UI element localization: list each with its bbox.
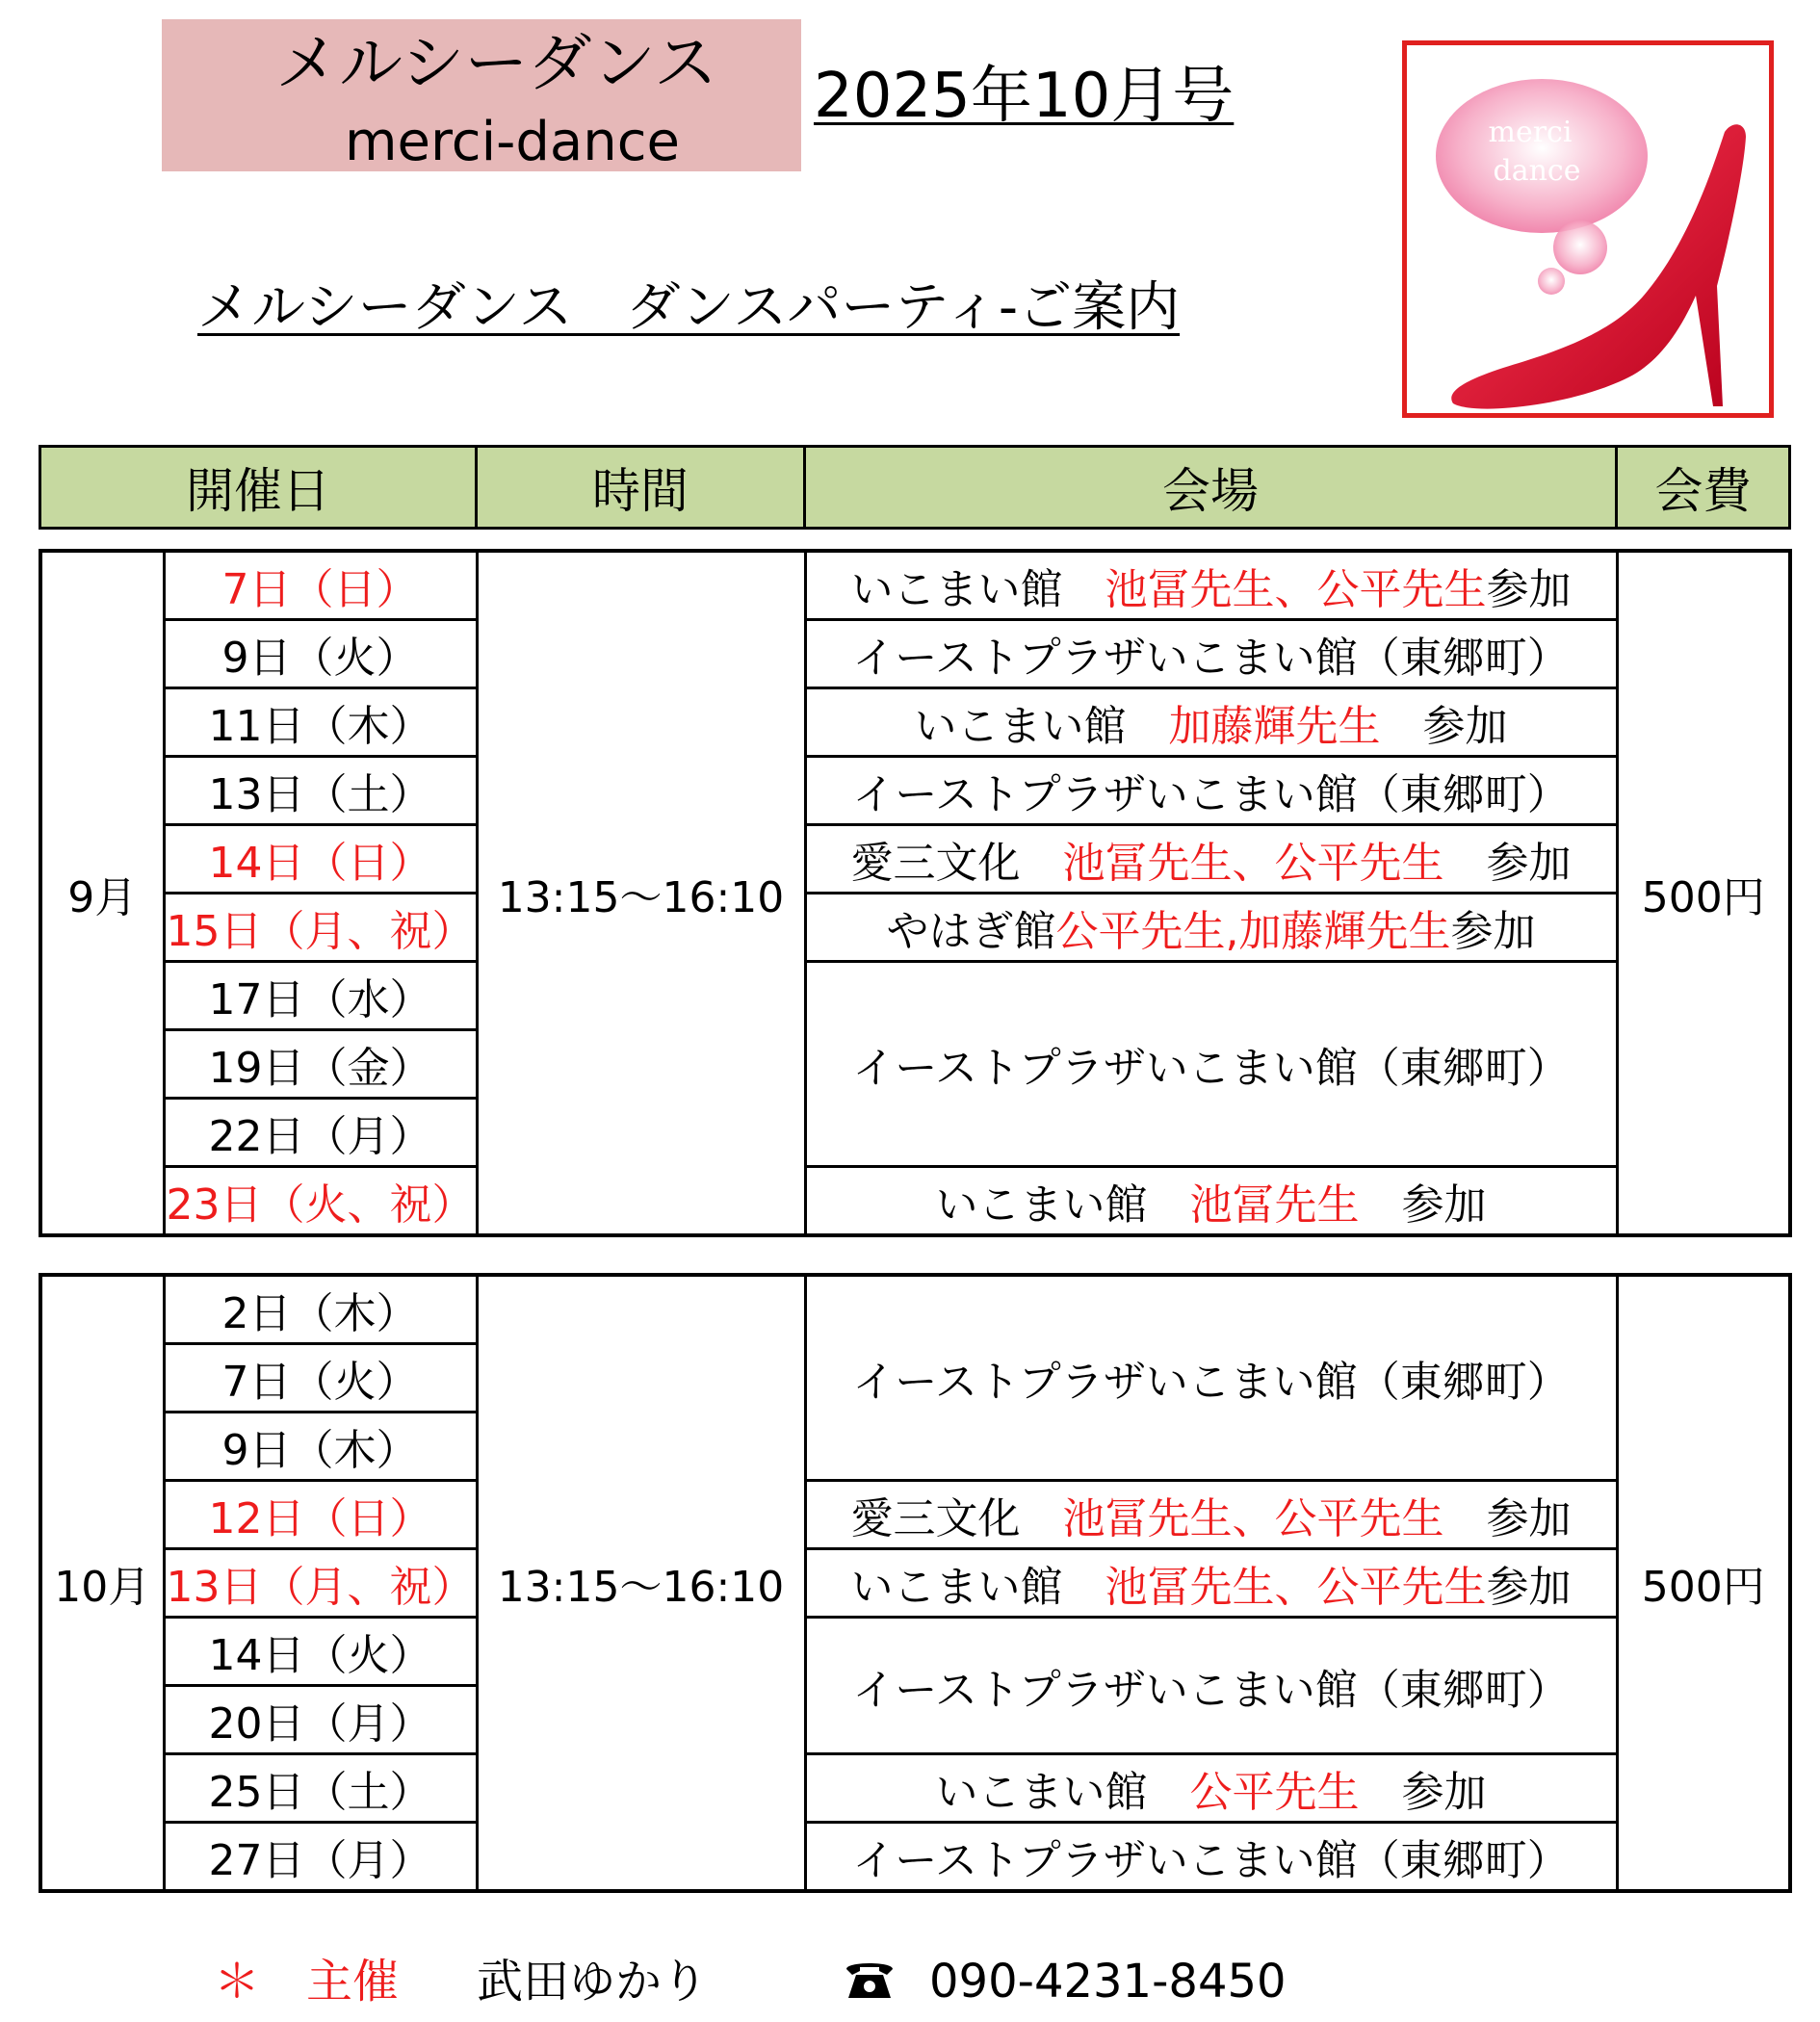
venue-participation: 参加 <box>1359 1180 1487 1230</box>
header-fee: 会費 <box>1617 447 1790 529</box>
venue-participation: 参加 <box>1359 1768 1487 1817</box>
venue-place: 愛三文化 <box>850 1494 1063 1543</box>
venue-participation: 参加 <box>1486 565 1572 614</box>
venue-cell <box>805 1823 1617 1892</box>
september-schedule <box>39 549 1792 1237</box>
venue-place: いこまい館 <box>914 702 1169 751</box>
venue-place: イーストプラザいこまい館（東郷町） <box>852 1665 1570 1715</box>
time-cell: 13:15～16:10 <box>477 1275 805 1891</box>
header-date: 開催日 <box>40 447 477 529</box>
date-cell: 11日（木） <box>164 688 477 757</box>
date-cell: 14日（火） <box>164 1618 477 1686</box>
svg-text:merci: merci <box>1488 116 1573 149</box>
date-cell: 12日（日） <box>164 1481 477 1549</box>
venue-place: いこまい館 <box>850 565 1105 614</box>
date-cell: 23日（火、祝） <box>164 1167 477 1236</box>
venue-teachers: 加藤輝先生 <box>1168 702 1381 751</box>
red-high-heel-icon <box>1407 45 1769 413</box>
venue-participation: 参加 <box>1443 839 1572 888</box>
venue-participation: 参加 <box>1486 1563 1572 1612</box>
merci-dance-logo <box>1402 40 1774 418</box>
date-cell: 17日（水） <box>164 962 477 1030</box>
venue-teachers: 池冨先生、公平先生 <box>1062 839 1444 888</box>
venue-teachers: 池冨先生、公平先生 <box>1062 1494 1444 1543</box>
venue-participation: 参加 <box>1450 907 1536 956</box>
month-label: 10月 <box>40 1275 164 1891</box>
venue-teachers: 公平先生,加藤輝先生 <box>1055 907 1451 956</box>
venue-cell <box>805 1549 1617 1618</box>
svg-text:dance: dance <box>1493 154 1581 188</box>
venue-cell <box>805 1481 1617 1549</box>
brand-banner <box>162 19 801 171</box>
date-cell: 13日（土） <box>164 757 477 825</box>
month-label: 9月 <box>40 551 164 1235</box>
venue-cell <box>805 757 1617 825</box>
venue-cell <box>805 825 1617 894</box>
october-schedule <box>39 1273 1792 1893</box>
venue-place: 愛三文化 <box>850 839 1063 888</box>
schedule-header <box>39 445 1791 530</box>
organizer-name: 武田ゆかり <box>477 1955 709 2009</box>
venue-place: イーストプラザいこまい館（東郷町） <box>852 1836 1570 1885</box>
issue-title: 2025年10月号 <box>814 61 1235 132</box>
date-cell: 13日（月、祝） <box>164 1549 477 1618</box>
date-cell: 7日（日） <box>164 551 477 620</box>
phone-number: 090-4231-8450 <box>929 1955 1287 2009</box>
venue-cell <box>805 688 1617 757</box>
venue-place: いこまい館 <box>935 1768 1190 1817</box>
fee-cell: 500円 <box>1617 551 1790 1235</box>
date-cell: 27日（月） <box>164 1823 477 1892</box>
venue-participation: 参加 <box>1380 702 1508 751</box>
venue-cell <box>805 551 1617 620</box>
venue-place: イーストプラザいこまい館（東郷町） <box>852 770 1570 819</box>
venue-participation: 参加 <box>1443 1494 1572 1543</box>
venue-teachers: 池冨先生、公平先生 <box>1105 565 1487 614</box>
venue-place: イーストプラザいこまい館（東郷町） <box>852 1358 1570 1407</box>
date-cell: 25日（土） <box>164 1754 477 1823</box>
page-subtitle: メルシーダンス ダンスパーティ-ご案内 <box>197 276 1181 339</box>
header-time: 時間 <box>477 447 805 529</box>
venue-cell <box>805 1618 1617 1754</box>
venue-place: いこまい館 <box>850 1563 1105 1612</box>
venue-place: イーストプラザいこまい館（東郷町） <box>852 634 1570 683</box>
date-cell: 14日（日） <box>164 825 477 894</box>
date-cell: 19日（金） <box>164 1030 477 1099</box>
time-cell: 13:15～16:10 <box>477 551 805 1235</box>
date-cell: 9日（火） <box>164 620 477 688</box>
brand-name-jp: メルシーダンス <box>275 26 718 100</box>
venue-cell <box>805 1167 1617 1236</box>
header-venue: 会場 <box>805 447 1617 529</box>
venue-cell <box>805 1275 1617 1481</box>
date-cell: 22日（月） <box>164 1099 477 1167</box>
venue-teachers: 公平先生 <box>1189 1768 1360 1817</box>
venue-cell <box>805 894 1617 962</box>
brand-name-en: merci-dance <box>345 111 680 173</box>
date-cell: 2日（木） <box>164 1275 477 1344</box>
venue-cell <box>805 620 1617 688</box>
date-cell: 7日（火） <box>164 1344 477 1413</box>
date-cell: 15日（月、祝） <box>164 894 477 962</box>
venue-place: イーストプラザいこまい館（東郷町） <box>852 1044 1570 1093</box>
venue-place: いこまい館 <box>935 1180 1190 1230</box>
venue-teachers: 池冨先生、公平先生 <box>1105 1563 1487 1612</box>
fee-cell: 500円 <box>1617 1275 1790 1891</box>
venue-teachers: 池冨先生 <box>1189 1180 1360 1230</box>
date-cell: 20日（月） <box>164 1686 477 1754</box>
date-cell: 9日（木） <box>164 1413 477 1481</box>
organizer-label: ＊ 主催 <box>214 1955 400 2009</box>
venue-cell <box>805 962 1617 1167</box>
venue-cell <box>805 1754 1617 1823</box>
telephone-icon <box>843 1955 897 2022</box>
venue-place: やはぎ館 <box>886 907 1056 956</box>
